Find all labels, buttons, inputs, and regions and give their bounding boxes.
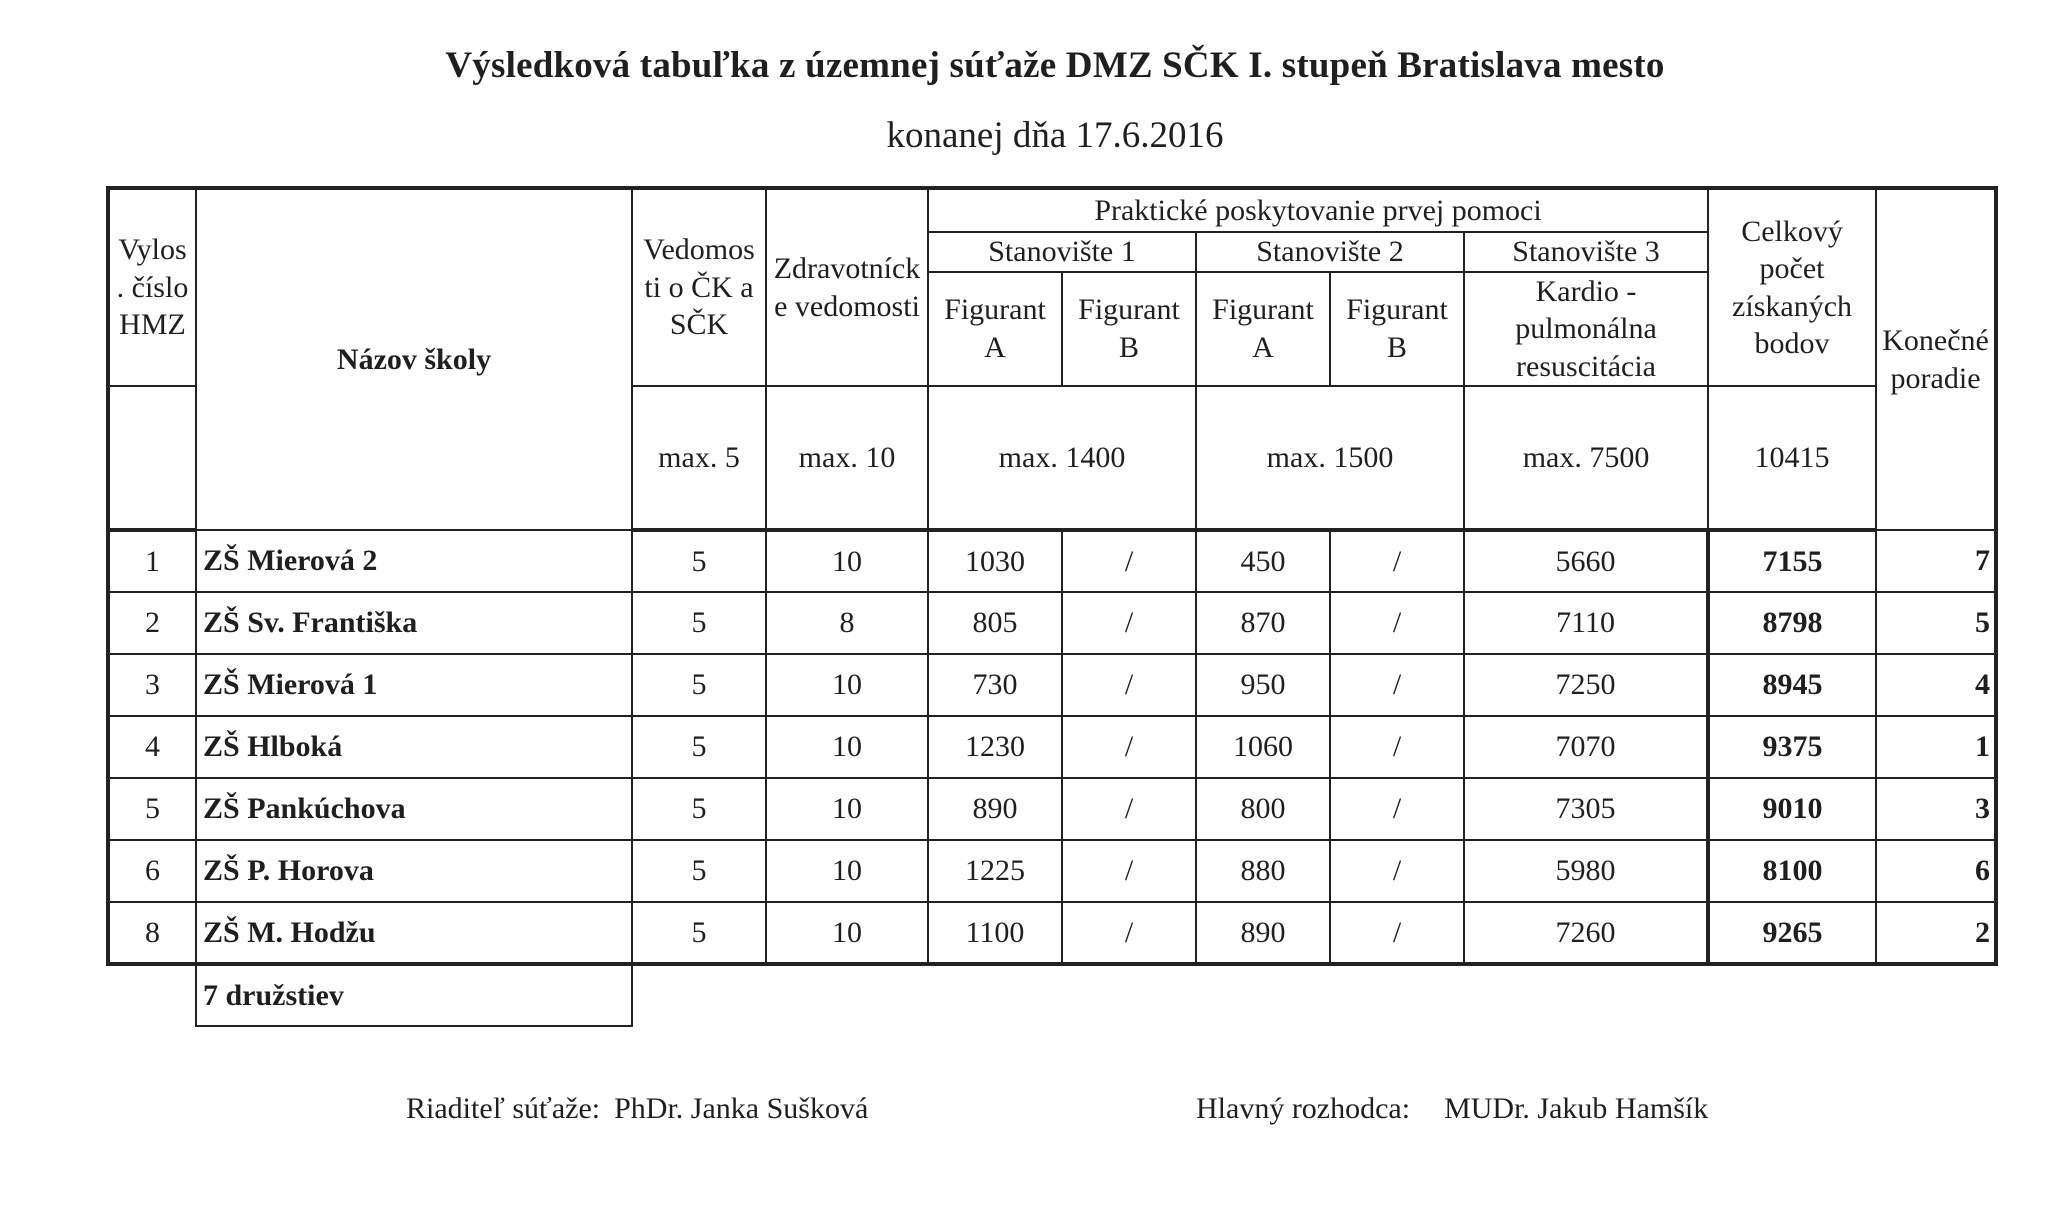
row-number: 5 <box>108 778 196 840</box>
station2-figurant-b: / <box>1330 530 1464 592</box>
knowledge-score: 5 <box>632 902 766 964</box>
station2-figurant-a: 880 <box>1196 840 1330 902</box>
medical-score: 10 <box>766 716 928 778</box>
row-number: 4 <box>108 716 196 778</box>
medical-score: 10 <box>766 654 928 716</box>
header-station-1: Stanovište 1 <box>928 232 1196 272</box>
total-score: 8798 <box>1708 592 1876 654</box>
row-number: 8 <box>108 902 196 964</box>
knowledge-score: 5 <box>632 778 766 840</box>
station3-cpr: 7070 <box>1464 716 1708 778</box>
station2-figurant-a: 450 <box>1196 530 1330 592</box>
station3-cpr: 7250 <box>1464 654 1708 716</box>
school-name: ZŠ Sv. Františka <box>196 592 632 654</box>
knowledge-score: 5 <box>632 592 766 654</box>
header-knowledge: Vedomos ti o ČK a SČK <box>632 188 766 386</box>
station2-figurant-b: / <box>1330 778 1464 840</box>
table-row <box>108 592 1996 654</box>
medical-score: 10 <box>766 530 928 592</box>
station2-figurant-a: 950 <box>1196 654 1330 716</box>
station1-figurant-a: 1100 <box>928 902 1062 964</box>
header-cpr: Kardio - pulmonálna resuscitácia <box>1464 272 1708 387</box>
final-rank: 1 <box>1876 716 1996 778</box>
station1-figurant-a: 890 <box>928 778 1062 840</box>
knowledge-score: 5 <box>632 654 766 716</box>
team-count: 7 družstiev <box>196 964 632 1026</box>
final-rank: 7 <box>1876 530 1996 592</box>
total-score: 9375 <box>1708 716 1876 778</box>
final-rank: 2 <box>1876 902 1996 964</box>
page-subtitle: konanej dňa 17.6.2016 <box>886 115 1224 156</box>
director-name: PhDr. Janka Sušková <box>614 1092 869 1125</box>
station1-figurant-a: 805 <box>928 592 1062 654</box>
header-total: Celkový počet získaných bodov <box>1708 188 1876 386</box>
table-row <box>108 530 1996 592</box>
final-rank: 5 <box>1876 592 1996 654</box>
station3-cpr: 7305 <box>1464 778 1708 840</box>
station3-cpr: 5660 <box>1464 530 1708 592</box>
station3-cpr: 5980 <box>1464 840 1708 902</box>
medical-score: 10 <box>766 902 928 964</box>
medical-score: 10 <box>766 840 928 902</box>
max-knowledge: max. 5 <box>632 386 766 530</box>
station2-figurant-b: / <box>1330 902 1464 964</box>
judge-name: MUDr. Jakub Hamšík <box>1444 1092 1709 1125</box>
header-s2-figurant-b: Figurant B <box>1330 272 1464 387</box>
total-score: 7155 <box>1708 530 1876 592</box>
final-rank: 3 <box>1876 778 1996 840</box>
school-name: ZŠ Hlboká <box>196 716 632 778</box>
header-s2-figurant-a: Figurant A <box>1196 272 1330 387</box>
table-row <box>108 778 1996 840</box>
station1-figurant-b: / <box>1062 716 1196 778</box>
station1-figurant-b: / <box>1062 778 1196 840</box>
knowledge-score: 5 <box>632 716 766 778</box>
total-score: 8945 <box>1708 654 1876 716</box>
judge-label: Hlavný rozhodca: <box>1196 1092 1411 1125</box>
total-score: 9265 <box>1708 902 1876 964</box>
header-s1-figurant-a: Figurant A <box>928 272 1062 387</box>
header-station-3: Stanovište 3 <box>1464 232 1708 272</box>
results-table <box>106 186 1998 1027</box>
total-score: 8100 <box>1708 840 1876 902</box>
max-medical: max. 10 <box>766 386 928 530</box>
station3-cpr: 7110 <box>1464 592 1708 654</box>
station2-figurant-a: 800 <box>1196 778 1330 840</box>
final-rank: 6 <box>1876 840 1996 902</box>
knowledge-score: 5 <box>632 840 766 902</box>
header-school-name: Názov školy <box>196 188 632 530</box>
station2-figurant-b: / <box>1330 592 1464 654</box>
school-name: ZŠ P. Horova <box>196 840 632 902</box>
table-row <box>108 902 1996 964</box>
header-rank: Konečné poradie <box>1876 188 1996 530</box>
max-station-3: max. 7500 <box>1464 386 1708 530</box>
max-station-2: max. 1500 <box>1196 386 1464 530</box>
total-score: 9010 <box>1708 778 1876 840</box>
station2-figurant-a: 1060 <box>1196 716 1330 778</box>
station2-figurant-b: / <box>1330 716 1464 778</box>
school-name: ZŠ Mierová 2 <box>196 530 632 592</box>
station1-figurant-a: 1230 <box>928 716 1062 778</box>
table-row <box>108 840 1996 902</box>
row-number: 2 <box>108 592 196 654</box>
director-signature <box>406 1092 868 1126</box>
footer-spacer <box>108 964 196 1026</box>
school-name: ZŠ Mierová 1 <box>196 654 632 716</box>
station2-figurant-a: 870 <box>1196 592 1330 654</box>
final-rank: 4 <box>1876 654 1996 716</box>
school-name: ZŠ Pankúchova <box>196 778 632 840</box>
station1-figurant-b: / <box>1062 592 1196 654</box>
station1-figurant-a: 730 <box>928 654 1062 716</box>
page-title: Výsledková tabuľka z územnej súťaže DMZ SČK I. stupeň Bratislava mesto <box>445 45 1665 86</box>
header-station-2: Stanovište 2 <box>1196 232 1464 272</box>
station1-figurant-b: / <box>1062 840 1196 902</box>
max-total: 10415 <box>1708 386 1876 530</box>
station3-cpr: 7260 <box>1464 902 1708 964</box>
table-row <box>108 716 1996 778</box>
station2-figurant-b: / <box>1330 840 1464 902</box>
station1-figurant-b: / <box>1062 902 1196 964</box>
header-practical-group: Praktické poskytovanie prvej pomoci <box>928 188 1708 232</box>
station1-figurant-b: / <box>1062 654 1196 716</box>
medical-score: 10 <box>766 778 928 840</box>
station2-figurant-a: 890 <box>1196 902 1330 964</box>
judge-signature <box>1196 1092 1708 1126</box>
row-number: 1 <box>108 530 196 592</box>
header-number-blank <box>108 386 196 530</box>
school-name: ZŠ M. Hodžu <box>196 902 632 964</box>
station1-figurant-b: / <box>1062 530 1196 592</box>
header-s1-figurant-b: Figurant B <box>1062 272 1196 387</box>
medical-score: 8 <box>766 592 928 654</box>
row-number: 3 <box>108 654 196 716</box>
director-label: Riaditeľ súťaže: <box>406 1092 601 1125</box>
station1-figurant-a: 1225 <box>928 840 1062 902</box>
row-number: 6 <box>108 840 196 902</box>
station2-figurant-b: / <box>1330 654 1464 716</box>
max-station-1: max. 1400 <box>928 386 1196 530</box>
table-row <box>108 654 1996 716</box>
header-number: Vylos . číslo HMZ <box>108 188 196 386</box>
knowledge-score: 5 <box>632 530 766 592</box>
header-medical: Zdravotníck e vedomosti <box>766 188 928 386</box>
station1-figurant-a: 1030 <box>928 530 1062 592</box>
